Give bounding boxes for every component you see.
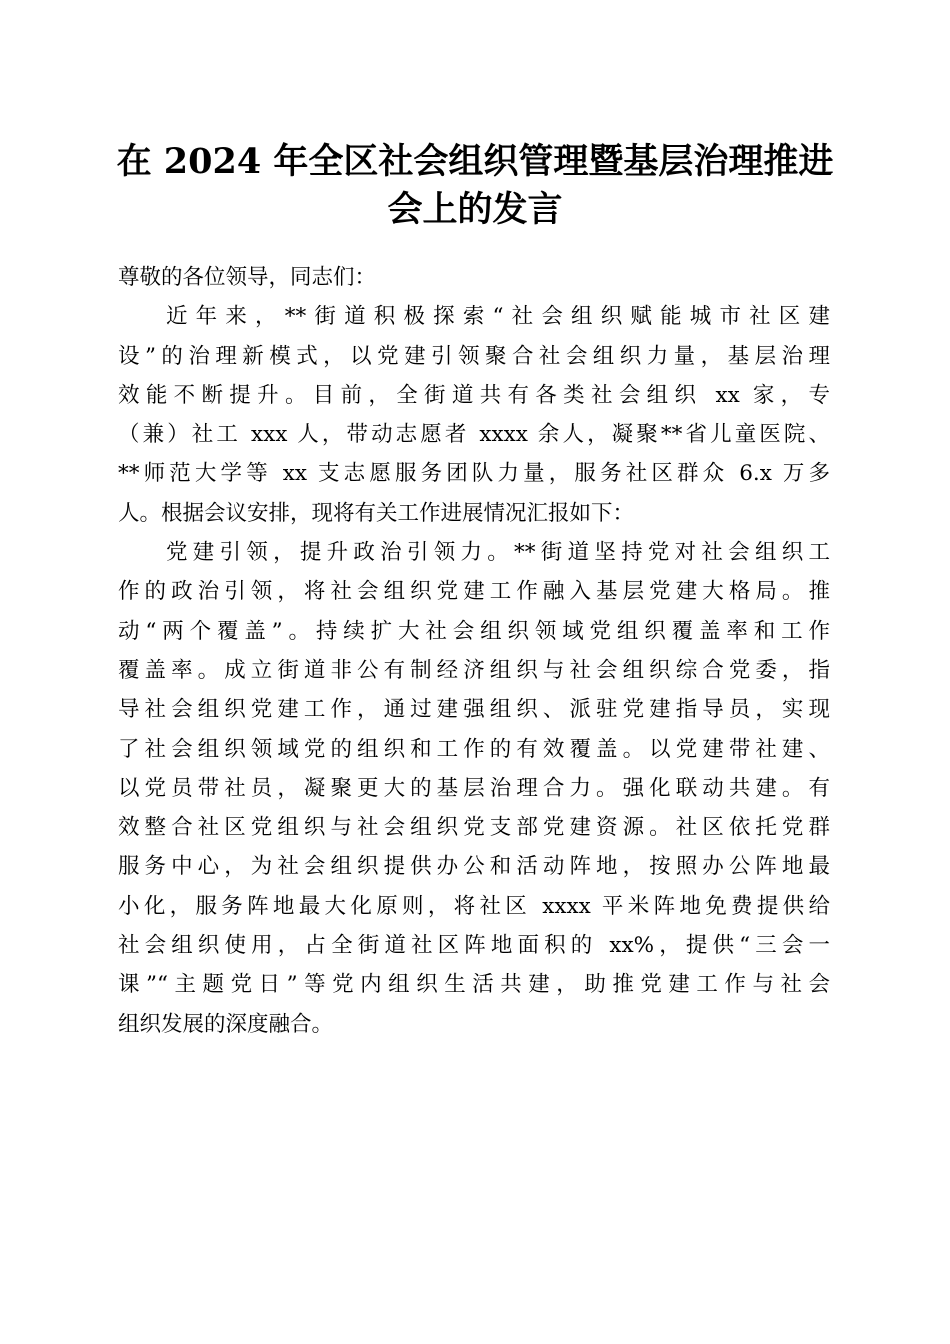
paragraph-line: 效整合社区党组织与社会组织党支部党建资源。社区依托党群 — [118, 815, 830, 841]
paragraph-line: 服务中心，为社会组织提供办公和活动阵地，按照办公阵地最 — [118, 854, 830, 880]
paragraph-line: 效能不断提升。目前，全街道共有各类社会组织 xx 家，专 — [118, 382, 830, 408]
paragraph-line: 课”“主题党日”等党内组织生活共建，助推党建工作与社会 — [118, 972, 830, 998]
paragraph-line: 以党员带社员，凝聚更大的基层治理合力。强化联动共建。有 — [118, 775, 830, 801]
paragraph-line: 导社会组织党建工作，通过建强组织、派驻党建指导员，实现 — [118, 697, 830, 723]
title-line-2: 会上的发言 — [387, 189, 563, 230]
paragraph-line: 组织发展的深度融合。 — [118, 1011, 334, 1037]
paragraph-line: 设”的治理新模式，以党建引领聚合社会组织力量，基层治理 — [118, 343, 830, 369]
document-body — [118, 258, 830, 1044]
paragraph-line: 党建引领，提升政治引领力。**街道坚持党对社会组织工 — [166, 540, 830, 566]
paragraph-line: 作的政治引领，将社会组织党建工作融入基层党建大格局。推 — [118, 579, 830, 605]
paragraph-line: 了社会组织领域党的组织和工作的有效覆盖。以党建带社建、 — [118, 736, 830, 762]
paragraph-line: 近年来，**街道积极探索“社会组织赋能城市社区建 — [166, 304, 830, 330]
paragraph-line: 小化，服务阵地最大化原则，将社区 xxxx 平米阵地免费提供给 — [118, 893, 830, 919]
salutation: 尊敬的各位领导，同志们： — [118, 265, 377, 290]
paragraph-line: 社会组织使用，占全街道社区阵地面积的 xx%，提供“三会一 — [118, 933, 830, 959]
paragraph-2 — [118, 533, 830, 1044]
title-line-1: 在 2024 年全区社会组织管理暨基层治理推进 — [116, 141, 834, 182]
paragraph-line: 覆盖率。成立街道非公有制经济组织与社会组织综合党委，指 — [118, 657, 830, 683]
paragraph-line: （兼）社工 xxx 人，带动志愿者 xxxx 余人，凝聚**省儿童医院、 — [118, 422, 830, 448]
paragraph-line: 人。根据会议安排，现将有关工作进展情况汇报如下： — [118, 500, 635, 526]
paragraph-1 — [118, 297, 830, 533]
paragraph-line: 动“两个覆盖”。持续扩大社会组织领域党组织覆盖率和工作 — [118, 618, 830, 644]
paragraph-line: **师范大学等 xx 支志愿服务团队力量，服务社区群众 6.x 万多 — [118, 461, 830, 487]
document-title — [0, 138, 950, 234]
